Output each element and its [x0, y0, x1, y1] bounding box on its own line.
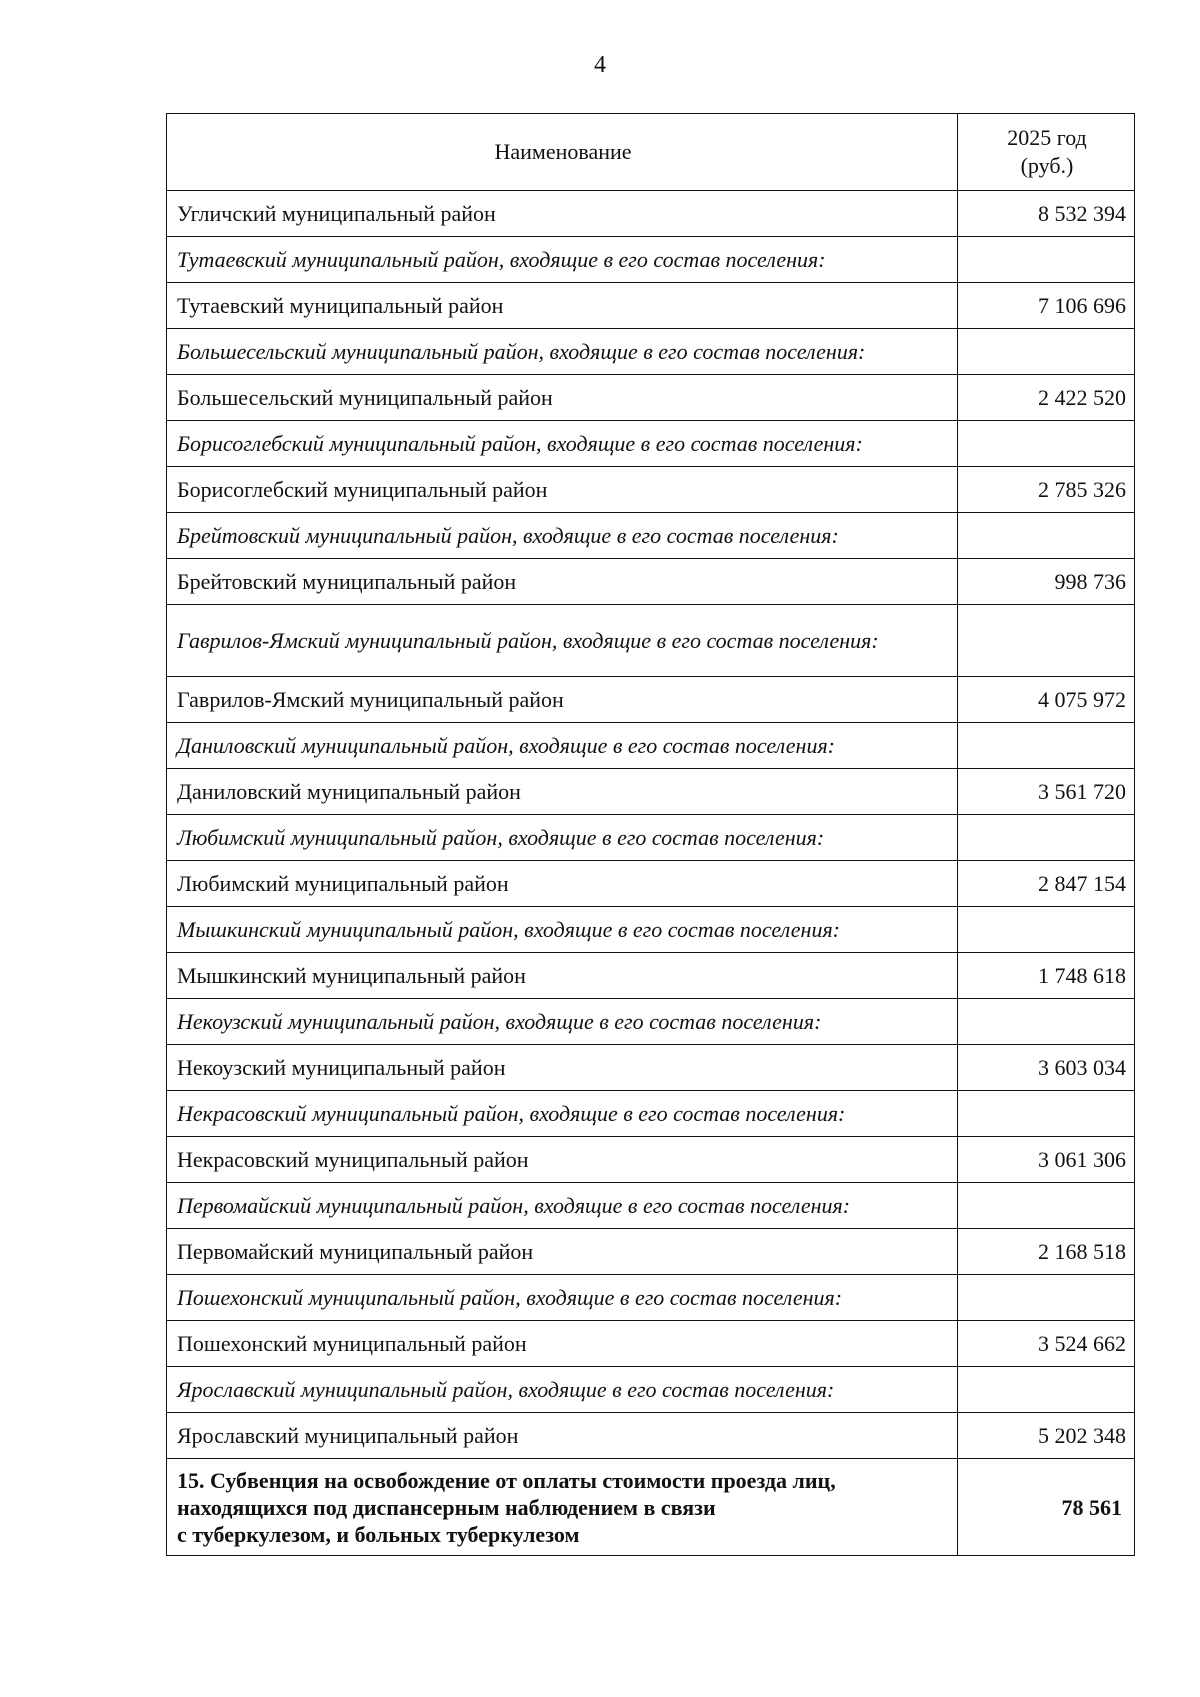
row-value: 3 603 034 — [958, 1045, 1135, 1091]
row-value: 2 785 326 — [958, 467, 1135, 513]
table-row — [167, 677, 1135, 723]
header-value — [958, 114, 1135, 191]
table-row — [167, 283, 1135, 329]
total-row-value: 78 561 — [958, 1459, 1135, 1556]
row-value — [958, 513, 1135, 559]
row-name: Брейтовский муниципальный район, входящие в его состав поселения: — [167, 513, 958, 559]
total-name-line-1: 15. Субвенция на освобождение от оплаты стоимости проезда лиц, — [177, 1467, 836, 1493]
row-name: Тутаевский муниципальный район, входящие в его состав поселения: — [167, 237, 958, 283]
table-row — [167, 815, 1135, 861]
row-name: Большесельский муниципальный район, входящие в его состав поселения: — [167, 329, 958, 375]
row-value: 4 075 972 — [958, 677, 1135, 723]
row-value: 998 736 — [958, 559, 1135, 605]
row-name: Угличский муниципальный район — [167, 191, 958, 237]
row-name: Тутаевский муниципальный район — [167, 283, 958, 329]
row-name: Даниловский муниципальный район, входящие в его состав поселения: — [167, 723, 958, 769]
total-name-line-3: с туберкулезом, и больных туберкулезом — [177, 1521, 580, 1547]
header-value-unit: (руб.) — [1020, 153, 1074, 178]
table-row — [167, 1183, 1135, 1229]
table-row — [167, 1091, 1135, 1137]
total-name-line-2: находящихся под диспансерным наблюдением в связи — [177, 1494, 716, 1520]
row-name: Гаврилов-Ямский муниципальный район — [167, 677, 958, 723]
table-row — [167, 1045, 1135, 1091]
table-row — [167, 329, 1135, 375]
row-value — [958, 329, 1135, 375]
row-name: Любимский муниципальный район — [167, 861, 958, 907]
page-number: 4 — [594, 52, 606, 78]
table-row — [167, 999, 1135, 1045]
table-row — [167, 1275, 1135, 1321]
row-name: Мышкинский муниципальный район, входящие в его состав поселения: — [167, 907, 958, 953]
row-value — [958, 605, 1135, 677]
row-value: 3 524 662 — [958, 1321, 1135, 1367]
table-row — [167, 769, 1135, 815]
total-row-name — [167, 1459, 958, 1556]
row-name: Любимский муниципальный район, входящие в его состав поселения: — [167, 815, 958, 861]
table-row — [167, 1367, 1135, 1413]
row-value: 2 422 520 — [958, 375, 1135, 421]
header-value-year: 2025 год — [1007, 125, 1087, 150]
row-value — [958, 1367, 1135, 1413]
table-row — [167, 237, 1135, 283]
total-row — [167, 1459, 1135, 1556]
table-row — [167, 605, 1135, 677]
row-value — [958, 815, 1135, 861]
table-row — [167, 421, 1135, 467]
table-row — [167, 1321, 1135, 1367]
table-row — [167, 467, 1135, 513]
table-row — [167, 1413, 1135, 1459]
row-value: 2 847 154 — [958, 861, 1135, 907]
row-value — [958, 421, 1135, 467]
header-name: Наименование — [167, 114, 958, 191]
row-name: Некрасовский муниципальный район, входящие в его состав поселения: — [167, 1091, 958, 1137]
row-name: Пошехонский муниципальный район, входящие в его состав поселения: — [167, 1275, 958, 1321]
table-row — [167, 559, 1135, 605]
row-value: 8 532 394 — [958, 191, 1135, 237]
row-value: 7 106 696 — [958, 283, 1135, 329]
table-row — [167, 723, 1135, 769]
row-value: 1 748 618 — [958, 953, 1135, 999]
table-row — [167, 907, 1135, 953]
row-name: Некоузский муниципальный район, входящие в его состав поселения: — [167, 999, 958, 1045]
row-name: Некоузский муниципальный район — [167, 1045, 958, 1091]
table-row — [167, 1229, 1135, 1275]
row-value — [958, 237, 1135, 283]
row-name: Первомайский муниципальный район, входящие в его состав поселения: — [167, 1183, 958, 1229]
row-value: 3 061 306 — [958, 1137, 1135, 1183]
table-header-row — [167, 114, 1135, 191]
row-name: Мышкинский муниципальный район — [167, 953, 958, 999]
row-name: Ярославский муниципальный район — [167, 1413, 958, 1459]
row-name: Борисоглебский муниципальный район, входящие в его состав поселения: — [167, 421, 958, 467]
row-value: 5 202 348 — [958, 1413, 1135, 1459]
table-row — [167, 191, 1135, 237]
row-value — [958, 723, 1135, 769]
row-value — [958, 1183, 1135, 1229]
row-value — [958, 1091, 1135, 1137]
table-row — [167, 861, 1135, 907]
row-value: 2 168 518 — [958, 1229, 1135, 1275]
row-value — [958, 1275, 1135, 1321]
budget-table — [166, 113, 1135, 1556]
table-row — [167, 953, 1135, 999]
row-name: Борисоглебский муниципальный район — [167, 467, 958, 513]
row-value: 3 561 720 — [958, 769, 1135, 815]
row-name: Первомайский муниципальный район — [167, 1229, 958, 1275]
table-row — [167, 375, 1135, 421]
row-value — [958, 907, 1135, 953]
row-name: Ярославский муниципальный район, входящие в его состав поселения: — [167, 1367, 958, 1413]
table-row — [167, 1137, 1135, 1183]
row-name: Большесельский муниципальный район — [167, 375, 958, 421]
row-value — [958, 999, 1135, 1045]
row-name: Некрасовский муниципальный район — [167, 1137, 958, 1183]
row-name: Даниловский муниципальный район — [167, 769, 958, 815]
row-name: Брейтовский муниципальный район — [167, 559, 958, 605]
row-name: Гаврилов-Ямский муниципальный район, входящие в его состав поселения: — [167, 605, 958, 677]
table-row — [167, 513, 1135, 559]
row-name: Пошехонский муниципальный район — [167, 1321, 958, 1367]
